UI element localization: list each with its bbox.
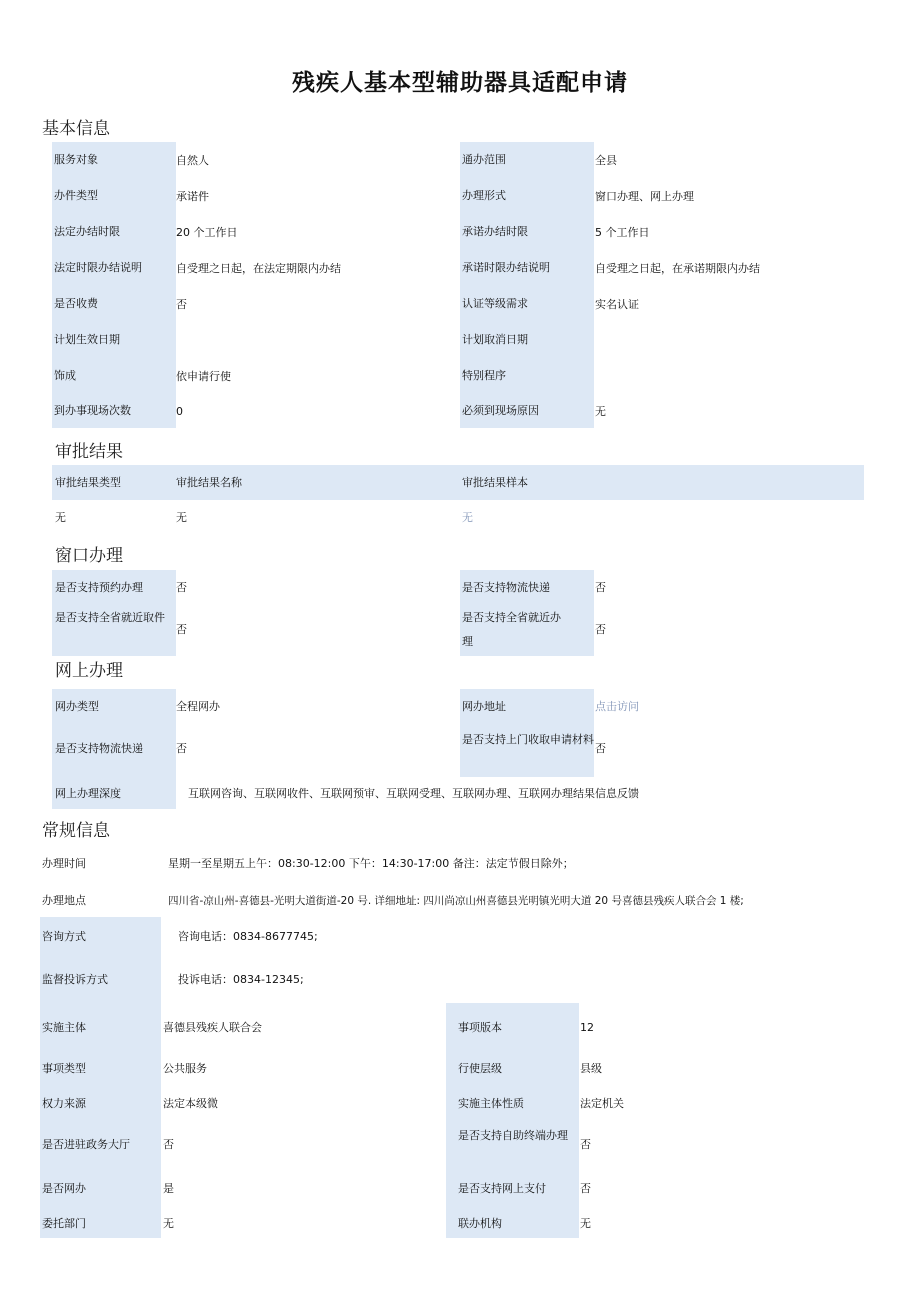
general-value: 公共服务: [163, 1062, 207, 1075]
basic-label: 饰成: [54, 369, 76, 382]
general-value: 星期一至星期五上午：08:30-12:00 下午：14:30-17:00 备注：法定节假日除外；: [168, 857, 574, 870]
basic-value: 依申请行使: [176, 370, 231, 383]
general-value: 咨询电话：0834-8677745;: [178, 930, 318, 943]
basic-label: 办理形式: [462, 189, 506, 202]
basic-label: 服务对象: [54, 153, 98, 166]
section-general-info: 常规信息: [42, 821, 110, 841]
online-depth-label: 网上办理深度: [55, 787, 121, 800]
window-value: 否: [176, 623, 187, 636]
basic-value: 自然人: [176, 154, 209, 167]
basic-value: 自受理之日起，在承诺期限内办结: [595, 262, 760, 275]
result-header-band: [52, 465, 864, 500]
section-basic-info: 基本信息: [42, 119, 110, 139]
online-value: 全程网办: [176, 700, 220, 713]
general-label: 是否支持自助终端办理: [458, 1129, 568, 1142]
general-label: 是否网办: [42, 1182, 86, 1195]
general-label: 办理地点: [42, 894, 86, 907]
general-label: 联办机构: [458, 1217, 502, 1230]
online-value: 否: [176, 742, 187, 755]
basic-label: 法定办结时限: [54, 225, 120, 238]
result-cell: 无: [55, 511, 66, 524]
general-value: 12: [580, 1020, 594, 1034]
online-depth-value: 互联网咨询、互联网收件、互联网预审、互联网受理、互联网办理、互联网办理结果信息反馈: [188, 787, 639, 800]
basic-value: 窗口办理、网上办理: [595, 190, 694, 203]
window-value: 否: [595, 581, 606, 594]
online-label: 网办类型: [55, 700, 99, 713]
online-label: 是否支持上门收取申请材料: [462, 733, 594, 746]
basic-value: 自受理之日起，在法定期限内办结: [176, 262, 341, 275]
basic-label: 法定时限办结说明: [54, 261, 142, 274]
general-value: 否: [580, 1182, 591, 1195]
general-label: 事项版本: [458, 1021, 502, 1034]
basic-label: 计划取消日期: [462, 333, 528, 346]
window-label: 是否支持预约办理: [55, 581, 143, 594]
basic-label: 是否收费: [54, 297, 98, 310]
section-approval-result: 审批结果: [55, 442, 123, 462]
general-label: 实施主体性质: [458, 1097, 524, 1110]
basic-label: 认证等级需求: [462, 297, 528, 310]
result-cell: 无: [176, 511, 187, 524]
basic-label: 承诺时限办结说明: [462, 261, 550, 274]
general-value: 法定本级微: [163, 1097, 218, 1110]
general-value: 无: [580, 1217, 591, 1230]
general-label: 事项类型: [42, 1062, 86, 1075]
section-online-handling: 网上办理: [55, 661, 123, 681]
general-label: 咨询方式: [42, 930, 86, 943]
general-value: 喜德县残疾人联合会: [163, 1021, 262, 1034]
basic-value: 实名认证: [595, 298, 639, 311]
general-value: 否: [163, 1138, 174, 1151]
general-value: 无: [163, 1217, 174, 1230]
online-label: 网办地址: [462, 700, 506, 713]
window-value: 否: [176, 581, 187, 594]
basic-value: 0: [176, 404, 183, 418]
general-label: 权力来源: [42, 1097, 86, 1110]
general-label: 委托部门: [42, 1217, 86, 1230]
window-value: 否: [595, 623, 606, 636]
result-header: 审批结果名称: [176, 476, 242, 489]
result-header: 审批结果类型: [55, 476, 121, 489]
general-value: 法定机关: [580, 1097, 624, 1110]
general-value: 县级: [580, 1062, 602, 1075]
basic-label: 办件类型: [54, 189, 98, 202]
basic-label: 必须到现场原因: [462, 404, 539, 417]
general-value: 投诉电话：0834-12345;: [178, 973, 304, 986]
basic-value: 全县: [595, 154, 617, 167]
section-window-handling: 窗口办理: [55, 546, 123, 566]
basic-label: 到办事现场次数: [54, 404, 131, 417]
basic-value: 无: [595, 405, 606, 418]
general-label: 实施主体: [42, 1021, 86, 1034]
window-label: 是否支持物流快递: [462, 581, 550, 594]
result-sample-link[interactable]: 无: [462, 511, 473, 524]
page-title: 残疾人基本型辅助器具适配申请: [292, 70, 628, 96]
general-value: 否: [580, 1138, 591, 1151]
basic-value: 否: [176, 298, 187, 311]
window-label: 是否支持全省就近办理: [462, 611, 561, 648]
general-value: 是: [163, 1182, 174, 1195]
general-label: 是否进驻政务大厅: [42, 1138, 130, 1151]
online-value: 否: [595, 742, 606, 755]
general-label: 监督投诉方式: [42, 973, 108, 986]
basic-label: 通办范围: [462, 153, 506, 166]
basic-label: 特别程序: [462, 369, 506, 382]
basic-label: 计划生效日期: [54, 333, 120, 346]
general-label: 是否支持网上支付: [458, 1182, 546, 1195]
window-label: 是否支持全省就近取件: [55, 611, 165, 624]
basic-value: 20 个工作日: [176, 226, 238, 239]
visit-link[interactable]: 点击访问: [595, 700, 639, 713]
basic-label: 承诺办结时限: [462, 225, 528, 238]
general-label: 行使层级: [458, 1062, 502, 1075]
result-header: 审批结果样本: [462, 476, 528, 489]
online-label: 是否支持物流快递: [55, 742, 143, 755]
basic-value: 承诺件: [176, 190, 209, 203]
basic-value: 5 个工作日: [595, 226, 650, 239]
general-label: 办理时间: [42, 857, 86, 870]
general-value: 四川省-凉山州-喜德县-光明大道街道-20 号. 详细地址: 四川尚凉山州喜德县光明镇光明大道 20 号喜德县残疾人联合会 1 楼;: [168, 894, 744, 907]
